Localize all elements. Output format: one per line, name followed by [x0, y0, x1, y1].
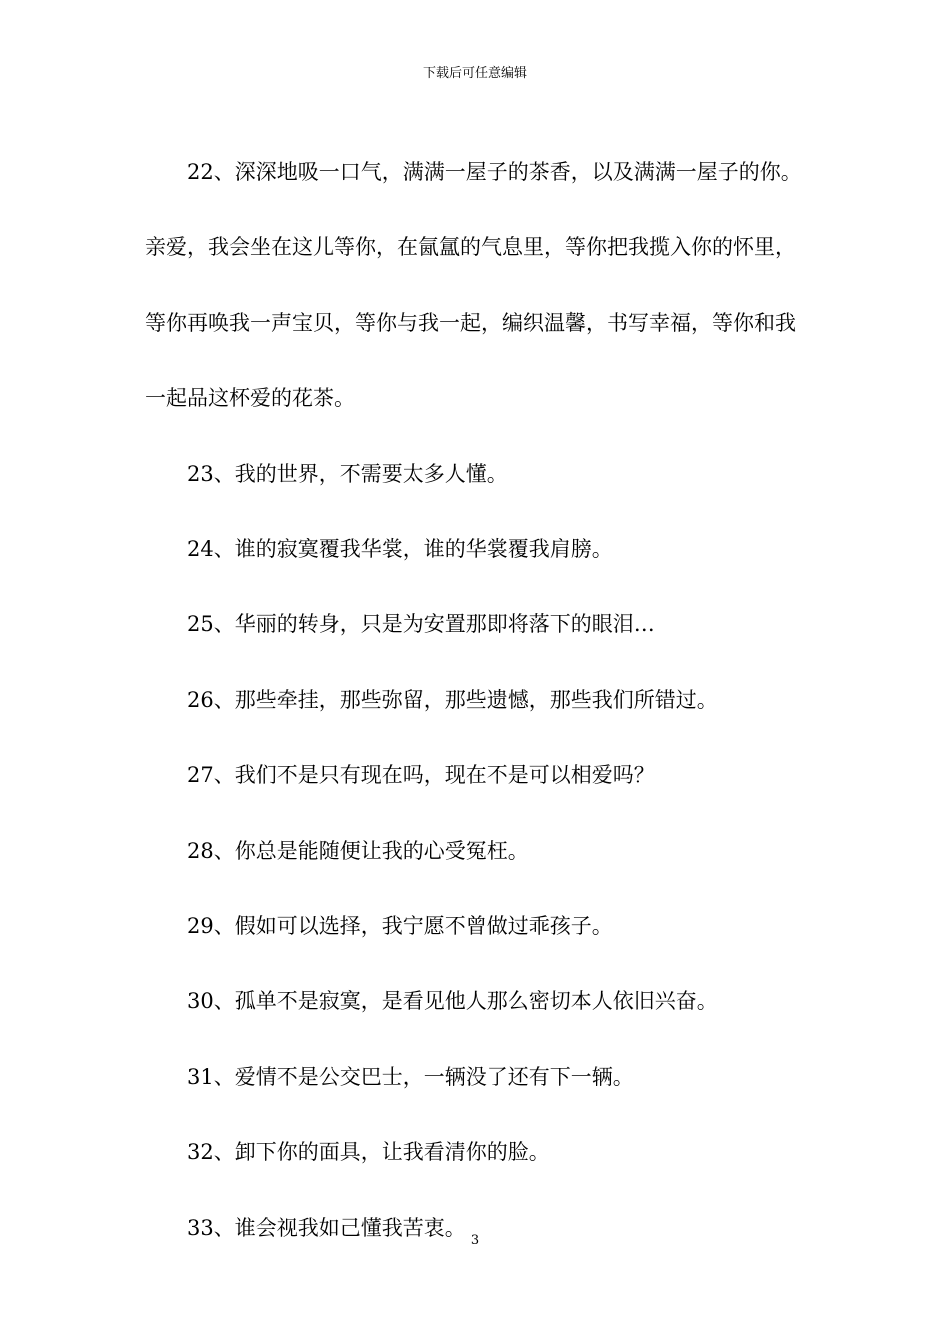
paragraph-27: 27、我们不是只有现在吗，现在不是可以相爱吗？: [187, 763, 655, 788]
paragraph-31: 31、爱情不是公交巴士，一辆没了还有下一辆。: [187, 1064, 634, 1089]
paragraph-22: 22、深深地吸一口气，满满一屋子的茶香，以及满满一屋子的你。亲爱，我会坐在这儿等你，在氤氲的气息里，等你把我揽入你的怀里，等你再唤我一声宝贝，等你与我一起，编织温馨，书写幸福，等你和我一起品这杯爱的花茶。: [145, 160, 802, 411]
paragraph-25: 25、华丽的转身，只是为安置那即将落下的眼泪…: [187, 612, 655, 637]
paragraph-30: 30、孤单不是寂寞，是看见他人那么密切本人依旧兴奋。: [187, 989, 718, 1014]
paragraph-32: 32、卸下你的面具，让我看清你的脸。: [187, 1140, 550, 1165]
document-body: [145, 135, 810, 1266]
paragraph-23: 23、我的世界，不需要太多人懂。: [187, 461, 508, 486]
paragraph-33: 33、谁会视我如己懂我苦衷。: [187, 1215, 466, 1240]
page-header: 下载后可任意编辑: [422, 66, 527, 81]
paragraph-26: 26、那些牵挂，那些弥留，那些遗憾，那些我们所错过。: [187, 687, 718, 712]
page-number: 3: [470, 1233, 480, 1248]
paragraph-28: 28、你总是能随便让我的心受冤枉。: [187, 838, 529, 863]
paragraph-29: 29、假如可以选择，我宁愿不曾做过乖孩子。: [187, 914, 613, 939]
paragraph-24: 24、谁的寂寞覆我华裳，谁的华裳覆我肩膀。: [187, 537, 613, 562]
